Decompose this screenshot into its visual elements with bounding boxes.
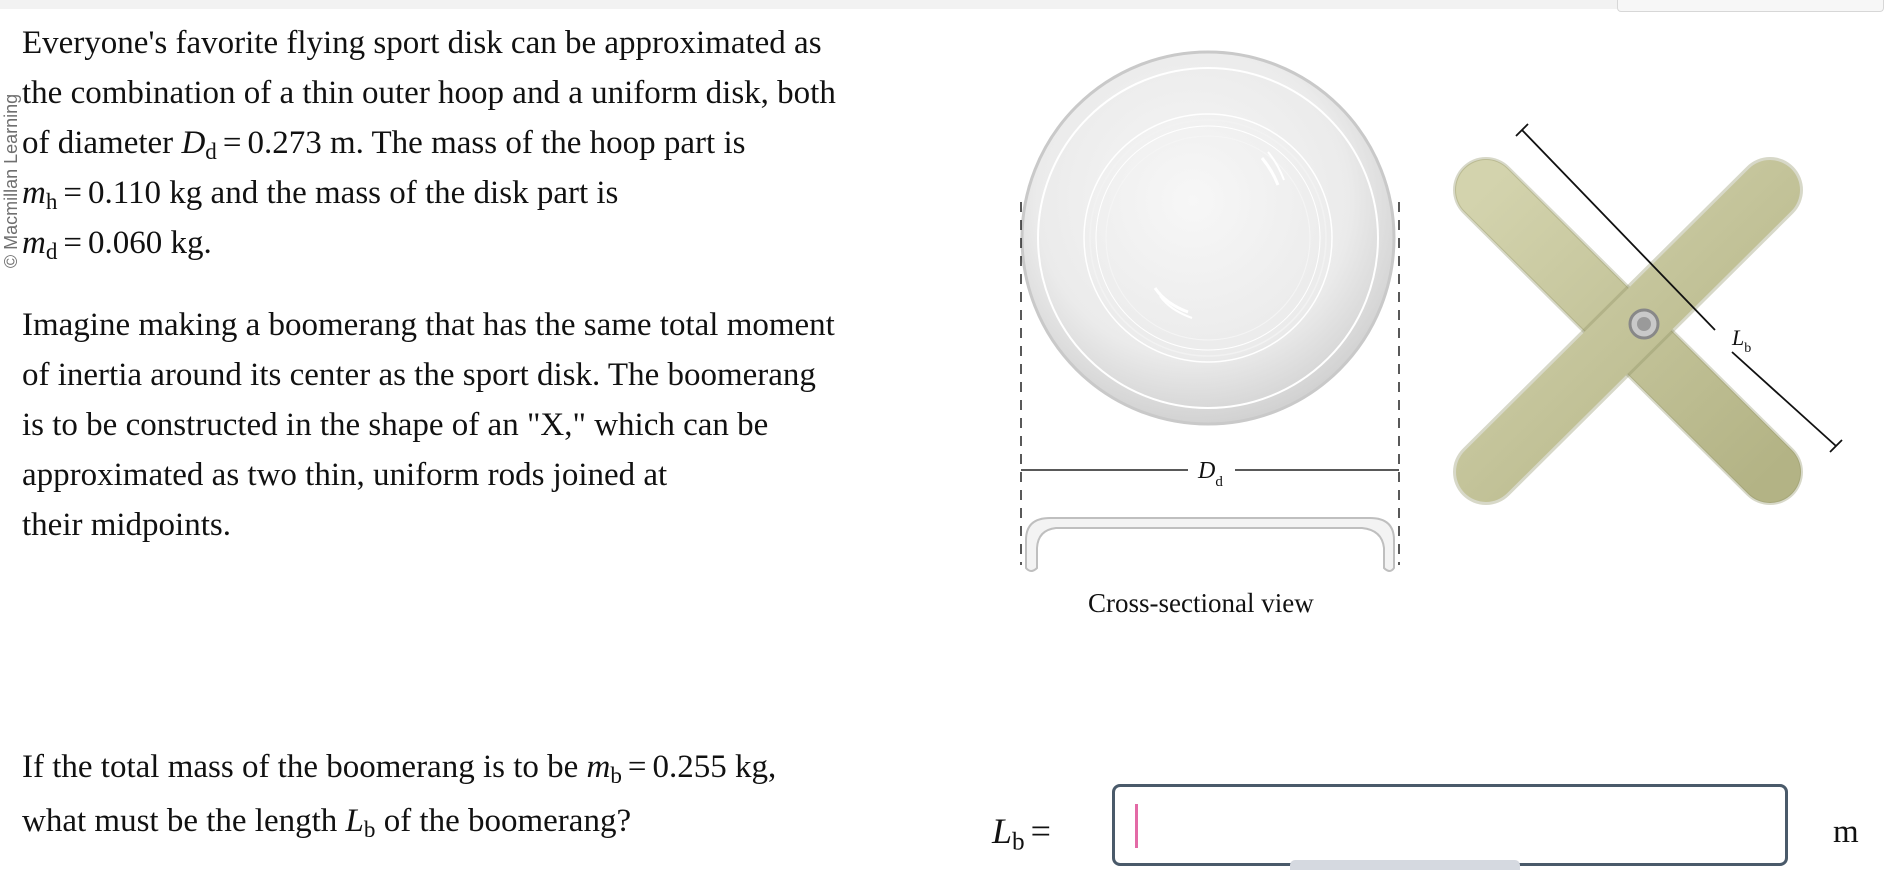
p1-line-4: $m_h = 0.110$ kg and the mass of the disk part is [22, 175, 619, 214]
text-caret [1135, 804, 1138, 848]
question-text [22, 740, 922, 848]
question-line-2: what must be the length $L_b$ of the boomerang? [22, 803, 632, 842]
disk-mass-symbol: m [22, 225, 46, 261]
sport-disk [1022, 52, 1394, 424]
problem-figure [1010, 40, 1850, 640]
boomerang-length-label: $L_b$ [1732, 325, 1752, 356]
top-bar-tab[interactable] [1617, 0, 1884, 12]
answer-unit: m [1833, 814, 1859, 850]
disk-diameter-label: $D_d$ [1198, 458, 1223, 490]
answer-label: $L_b$ = [992, 811, 1051, 856]
disk-diameter-symbol: D [181, 125, 206, 161]
p1-line-3: of diameter $D_d = 0.273$ m. The mass of the hoop part is [22, 125, 746, 164]
p2-line-4: approximated as two thin, uniform rods joined at [22, 457, 668, 493]
question-line-1: If the total mass of the boomerang is to be $m_b = 0.255$ kg, [22, 749, 777, 788]
answer-input[interactable] [1115, 787, 1785, 863]
problem-paragraph-2 [22, 300, 922, 550]
p2-line-2: of inertia around its center as the sport disk. The boomerang [22, 357, 816, 393]
answer-input-box[interactable] [1112, 784, 1788, 866]
disk-cross-section [1026, 518, 1394, 571]
p2-line-3: is to be constructed in the shape of an "X," which can be [22, 407, 769, 443]
boomerang-length-symbol: L [345, 803, 364, 839]
p1-line-2: the combination of a thin outer hoop and a uniform disk, both [22, 75, 836, 111]
p1-line-1: Everyone's favorite flying sport disk can be approximated as [22, 25, 822, 61]
top-bar [0, 0, 1884, 9]
p1-line-5: $m_d = 0.060$ kg. [22, 225, 212, 264]
boomerang-mass-symbol: m [586, 749, 611, 785]
hoop-mass-symbol: m [22, 175, 46, 211]
problem-paragraph-1 [22, 18, 922, 268]
boomerang [1486, 190, 1770, 472]
p2-line-5: their midpoints. [22, 507, 231, 543]
p2-line-1: Imagine making a boomerang that has the same total moment [22, 307, 835, 343]
figure-caption: Cross-sectional view [1088, 588, 1314, 618]
bottom-scroll-tab[interactable] [1290, 860, 1520, 870]
copyright-watermark: © Macmillan Learning [1, 93, 21, 269]
